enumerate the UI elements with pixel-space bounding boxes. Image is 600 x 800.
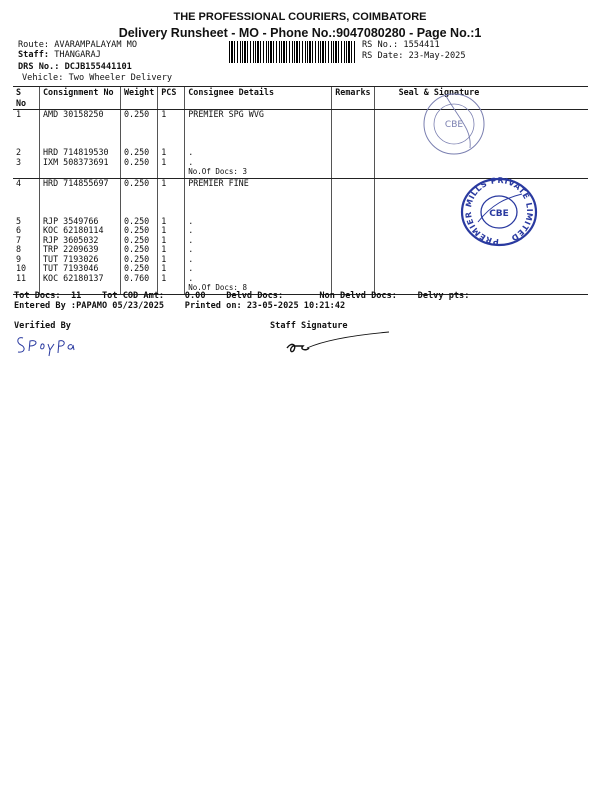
cell-sno — [13, 129, 40, 139]
cell-seal — [374, 264, 588, 274]
cell-consignment: KOC 62180137 — [40, 274, 121, 284]
cell-weight — [121, 167, 158, 178]
cell-weight: 0.250 — [121, 178, 158, 188]
cell-consignment — [40, 129, 121, 139]
cell-consignee: No.Of Docs: 8 — [185, 283, 332, 294]
cell-weight: 0.250 — [121, 110, 158, 120]
cell-remarks — [332, 245, 374, 255]
cell-consignee: . — [185, 148, 332, 158]
verified-signature — [14, 333, 84, 357]
col-pcs: PCS — [158, 87, 185, 110]
cell-remarks — [332, 188, 374, 198]
cell-remarks — [332, 167, 374, 178]
cell-sno: 9 — [16, 253, 22, 264]
cell-sno: 8 — [16, 244, 22, 254]
table-header — [13, 87, 588, 110]
table-row — [13, 158, 588, 168]
cell-remarks — [332, 226, 374, 236]
verified-by-label: Verified By — [14, 321, 71, 331]
cell-pcs: 1 — [158, 245, 185, 255]
cell-consignee — [185, 207, 332, 217]
rs-no-line: RS No.: 1554411 — [362, 40, 440, 50]
cell-remarks — [332, 158, 374, 168]
cell-pcs — [158, 188, 185, 198]
cell-pcs: 1 — [158, 217, 185, 227]
drs-line: DRS No.: DCJB155441101 — [18, 62, 132, 72]
col-consignee: Consignee Details — [185, 87, 332, 110]
cell-consignment: RJP 3605032 — [40, 236, 121, 246]
cell-consignment — [40, 188, 121, 198]
company-title: THE PROFESSIONAL COURIERS, COIMBATORE — [173, 11, 427, 23]
cell-sno: 10 — [16, 263, 27, 273]
cell-consignment: KOC 62180114 — [40, 226, 121, 236]
cell-remarks — [332, 120, 374, 130]
cell-consignment — [40, 167, 121, 178]
cell-pcs: 1 — [158, 274, 185, 284]
cell-consignee: . — [185, 217, 332, 227]
cell-remarks — [332, 217, 374, 227]
svg-text:PREMIER MILLS PRIVATE LIMITED: PREMIER MILLS PRIVATE LIMITED — [463, 176, 535, 247]
cell-sno — [13, 167, 40, 178]
cell-consignee: . — [185, 255, 332, 265]
cell-sno: 3 — [16, 156, 22, 167]
cell-consignment: TRP 2209639 — [40, 245, 121, 255]
cell-weight: 0.250 — [121, 158, 158, 168]
cell-consignment: HRD 714855697 — [40, 178, 121, 188]
col-sno: S No — [13, 87, 40, 110]
cell-consignment: AMD 30158250 — [40, 110, 121, 120]
cell-sno: 4 — [16, 177, 22, 188]
staff-signature — [285, 328, 390, 358]
cell-remarks — [332, 255, 374, 265]
stamp-premier-mills — [458, 176, 540, 248]
cell-pcs: 1 — [158, 148, 185, 158]
cell-consignee: . — [185, 245, 332, 255]
cell-sno — [13, 120, 40, 130]
cell-pcs: 1 — [158, 226, 185, 236]
runsheet-title: Delivery Runsheet - MO - Phone No.:9047080280 - Page No.:1 — [118, 26, 482, 40]
cell-weight: 0.250 — [121, 226, 158, 236]
cell-remarks — [332, 148, 374, 158]
cell-consignee: . — [185, 226, 332, 236]
svg-text:CBE: CBE — [444, 120, 464, 130]
cell-consignee — [185, 139, 332, 149]
cell-sno — [13, 198, 40, 208]
cell-consignee: . — [185, 236, 332, 246]
cell-weight: 0.250 — [121, 245, 158, 255]
cell-seal — [374, 274, 588, 284]
cell-sno: 6 — [16, 225, 22, 235]
cell-remarks — [332, 139, 374, 149]
cell-sno: 1 — [16, 109, 22, 119]
staff-line: Staff: THANGARAJ — [18, 50, 101, 60]
cell-weight — [121, 188, 158, 198]
col-remarks: Remarks — [332, 87, 374, 110]
cell-consignment: HRD 714819530 — [40, 148, 121, 158]
route-line: Route: AVARAMPALAYAM MO — [18, 40, 138, 50]
cell-consignee — [185, 188, 332, 198]
cell-sno: 5 — [16, 215, 22, 226]
cell-pcs: 1 — [158, 236, 185, 246]
cell-sno: 11 — [16, 272, 27, 283]
cell-consignee — [185, 198, 332, 208]
col-weight: Weight — [121, 87, 158, 110]
entered-line: Entered By :PAPAMO 05/23/2025 Printed on: 23-05-2025 10:21:42 — [14, 301, 346, 311]
rs-date-line: RS Date: 23-May-2025 — [362, 51, 466, 61]
cell-remarks — [332, 264, 374, 274]
cell-weight: 0.250 — [121, 236, 158, 246]
cell-consignment — [40, 198, 121, 208]
cell-consignment: TUT 7193046 — [40, 264, 121, 274]
cell-consignee: . — [185, 274, 332, 284]
cell-weight — [121, 198, 158, 208]
cell-remarks — [332, 236, 374, 246]
cell-consignment — [40, 120, 121, 130]
cell-consignee: . — [185, 264, 332, 274]
table-row — [13, 274, 588, 284]
cell-consignee — [185, 120, 332, 130]
cell-seal — [374, 255, 588, 265]
cell-weight: 0.250 — [121, 148, 158, 158]
cell-consignee: PREMIER FINE — [185, 178, 332, 188]
cell-weight: 0.250 — [121, 217, 158, 227]
cell-weight: 0.250 — [121, 255, 158, 265]
cell-remarks — [332, 274, 374, 284]
cell-consignee: PREMIER SPG WVG — [185, 110, 332, 120]
cell-remarks — [332, 129, 374, 139]
cell-sno: 2 — [16, 147, 22, 157]
cell-weight — [121, 120, 158, 130]
cell-consignment: TUT 7193026 — [40, 255, 121, 265]
cell-pcs: 1 — [158, 158, 185, 168]
cell-pcs — [158, 198, 185, 208]
cell-pcs: 1 — [158, 264, 185, 274]
cell-remarks — [332, 198, 374, 208]
col-seal: Seal & Signature — [374, 87, 588, 110]
cell-weight: 0.250 — [121, 264, 158, 274]
cell-remarks — [332, 178, 374, 188]
cell-weight — [121, 129, 158, 139]
staff-signature-label: Staff Signature — [270, 321, 348, 331]
cell-pcs: 1 — [158, 110, 185, 120]
cell-remarks — [332, 110, 374, 120]
table-row — [13, 129, 588, 139]
svg-text:CBE: CBE — [489, 209, 509, 219]
cell-pcs — [158, 129, 185, 139]
cell-sno: 7 — [16, 234, 22, 245]
cell-pcs: 1 — [158, 178, 185, 188]
cell-consignment: RJP 3549766 — [40, 217, 121, 227]
table-row — [13, 255, 588, 265]
cell-remarks — [332, 207, 374, 217]
cell-consignee: No.Of Docs: 3 — [185, 167, 332, 178]
vehicle-line: Vehicle: Two Wheeler Delivery — [22, 73, 173, 83]
cell-consignee: . — [185, 158, 332, 168]
cell-weight: 0.760 — [121, 274, 158, 284]
col-consignment: Consignment No — [40, 87, 121, 110]
cell-seal — [374, 158, 588, 168]
barcode — [229, 41, 357, 63]
cell-consignment: IXM 508373691 — [40, 158, 121, 168]
stamp-cbe-faint — [418, 90, 490, 158]
cell-sno — [13, 188, 40, 198]
cell-pcs — [158, 120, 185, 130]
totals-line: Tot Docs: 11 Tot COD Amt: 0.00 Delvd Docs: Non Delvd Docs: Delvy pts: — [14, 291, 470, 301]
cell-consignee — [185, 129, 332, 139]
table-row — [13, 120, 588, 130]
cell-pcs — [158, 167, 185, 178]
cell-pcs: 1 — [158, 255, 185, 265]
table-row — [13, 110, 588, 120]
